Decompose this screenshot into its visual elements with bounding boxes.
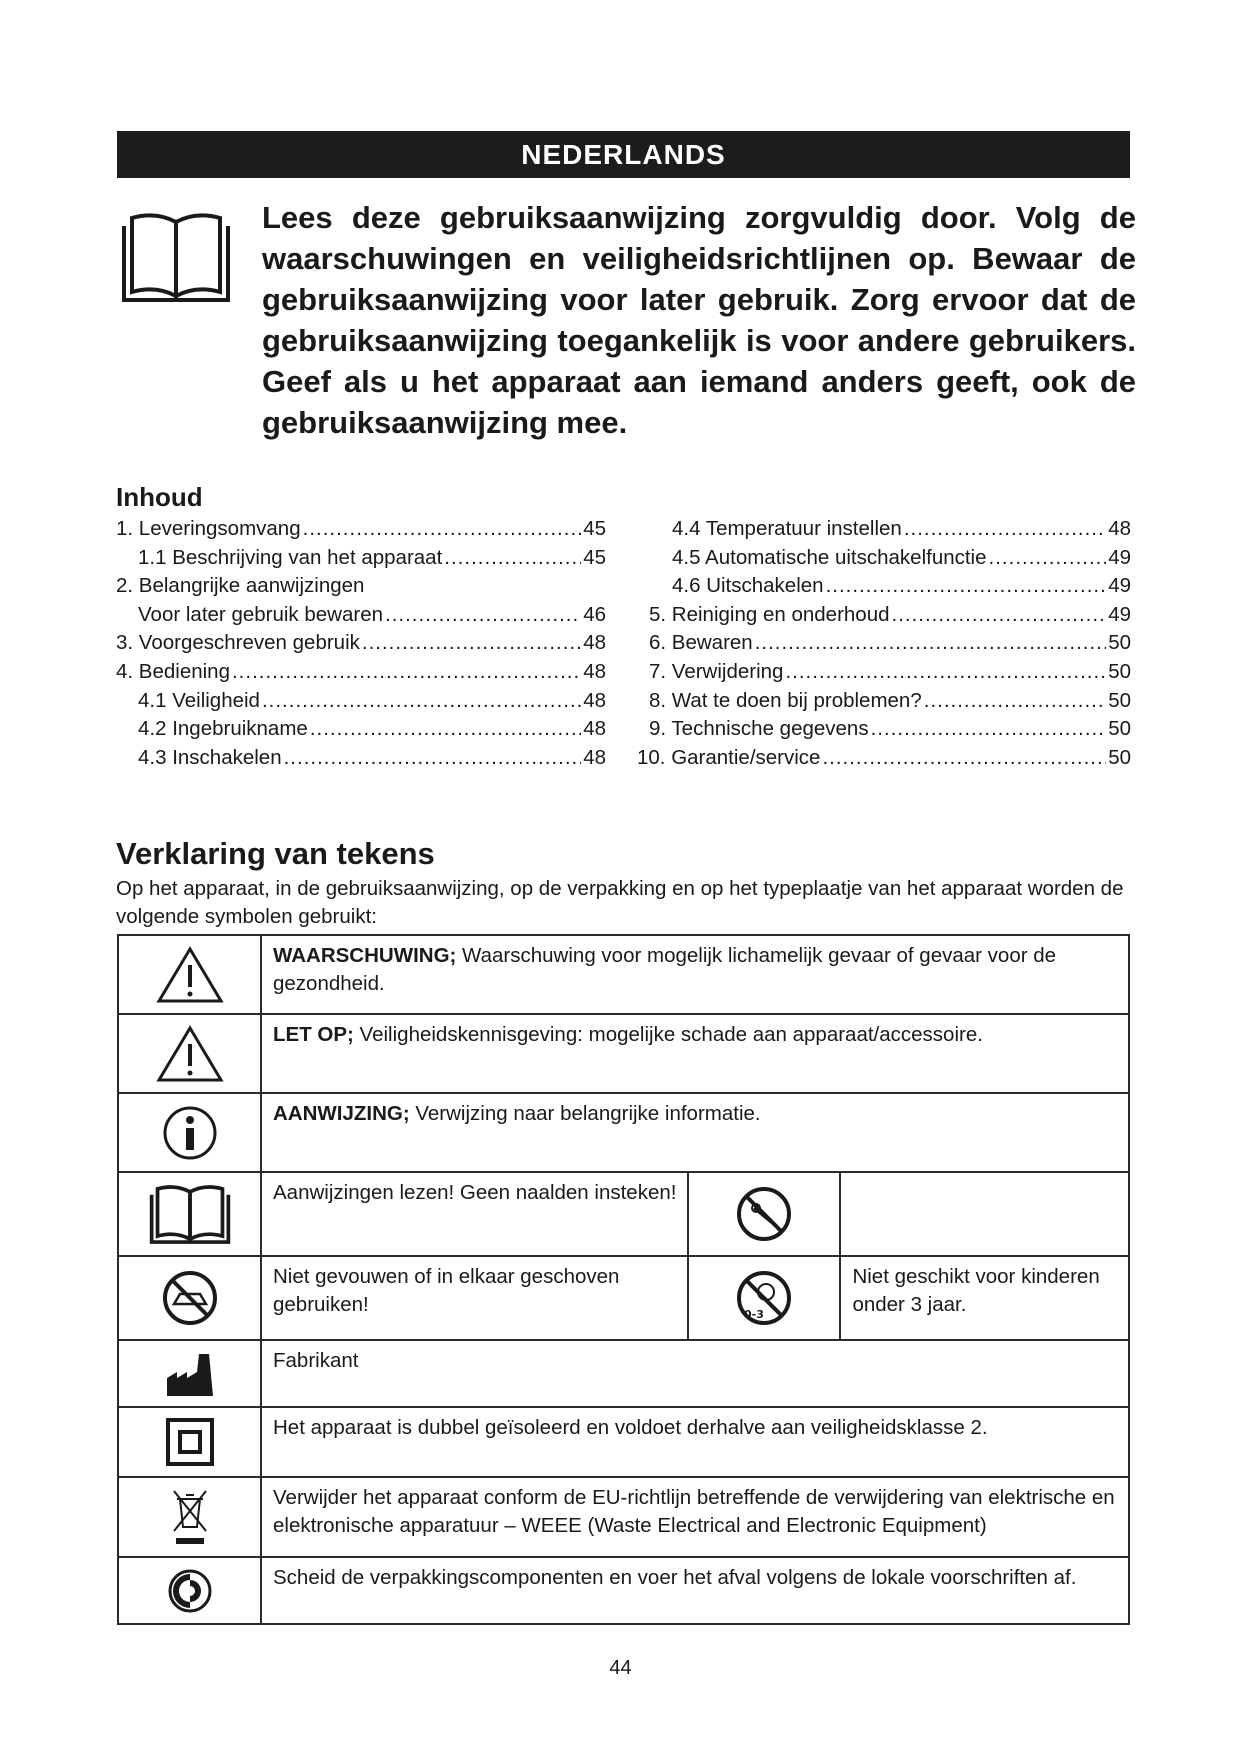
toc-title: Inhoud bbox=[116, 482, 203, 512]
toc-item: 2. Belangrijke aanwijzingen bbox=[116, 574, 365, 598]
toc-item: 4.5 Automatische uitschakelfunctie ..... 49 bbox=[637, 546, 1131, 575]
table-row bbox=[118, 1477, 1129, 1557]
not-for-children-icon bbox=[736, 1270, 792, 1326]
manufacturer-text: Fabrikant bbox=[273, 1349, 359, 1372]
weee-text: Verwijder het apparaat conform de EU-richtlijn betreffende de verwijdering van elektrische en elektronische apparatuur – WEEE (Waste Electrical and Electronic Equipment) bbox=[273, 1486, 1115, 1537]
toc-item: 1. Leveringsomvang ..... 45 bbox=[116, 517, 606, 546]
table-row bbox=[118, 1172, 1129, 1256]
toc-item: 6. Bewaren ..... 50 bbox=[637, 631, 1131, 660]
table-row bbox=[118, 1557, 1129, 1624]
note-text: Verwijzing naar belangrijke informatie. bbox=[409, 1102, 761, 1125]
toc-item: 4.4 Temperatuur instellen ..... 48 bbox=[637, 517, 1131, 546]
read-manual-icon bbox=[145, 1183, 235, 1245]
symbols-table bbox=[117, 934, 1130, 1625]
warning-triangle-icon bbox=[155, 945, 225, 1005]
toc-item: 4.1 Veiligheid ..... 48 bbox=[116, 689, 606, 718]
table-row bbox=[118, 1340, 1129, 1407]
intro-text: Lees deze gebruiksaanwijzing zorgvuldig door. Volg de waarschuwingen en veiligheidsrichtlijnen op. Bewaar de gebruiksaanwijzing voor later gebruik. Zorg ervoor dat de gebruiksaanwijzing toegankelijk is voor andere gebruikers. Geef als u het apparaat aan iemand anders geeft, ook de gebruiksaanwijzing mee. bbox=[262, 200, 1136, 440]
symbols-intro: Op het apparaat, in de gebruiksaanwijzing, op de verpakking en op het typeplaatje van het apparaat worden de volgende symbolen gebruikt: bbox=[116, 877, 1124, 928]
svg-text:0-3: 0-3 bbox=[744, 1308, 765, 1321]
table-row bbox=[118, 1256, 1129, 1340]
no-fold-text: Niet gevouwen of in elkaar geschoven gebruiken! bbox=[273, 1265, 620, 1316]
table-row bbox=[118, 935, 1129, 1014]
weee-bin-icon bbox=[172, 1487, 208, 1547]
toc-item: 4. Bediening ..... 48 bbox=[116, 660, 606, 689]
no-folding-icon bbox=[162, 1270, 218, 1326]
language-banner: NEDERLANDS bbox=[117, 131, 1130, 178]
read-instructions-text: Aanwijzingen lezen! Geen naalden insteken! bbox=[273, 1181, 677, 1204]
caution-text: Veiligheidskennisgeving: mogelijke schade aan apparaat/accessoire. bbox=[353, 1023, 983, 1046]
symbols-title: Verklaring van tekens bbox=[116, 836, 435, 871]
toc-item: Voor later gebruik bewaren ..... 46 bbox=[116, 603, 606, 632]
table-row bbox=[118, 1407, 1129, 1477]
book-icon bbox=[116, 208, 236, 304]
toc-item: 5. Reiniging en onderhoud ..... 49 bbox=[637, 603, 1131, 632]
warning-text: Waarschuwing voor mogelijk lichamelijk gevaar of gevaar voor de gezondheid. bbox=[273, 944, 1057, 995]
warning-label: WAARSCHUWING; bbox=[273, 944, 457, 967]
toc-left-column bbox=[116, 517, 606, 774]
toc-item: 7. Verwijdering ..... 50 bbox=[637, 660, 1131, 689]
note-label: AANWIJZING; bbox=[273, 1102, 410, 1125]
toc-item: 4.3 Inschakelen ..... 48 bbox=[116, 746, 606, 775]
packaging-text: Scheid de verpakkingscomponenten en voer het afval volgens de lokale voorschriften af. bbox=[273, 1566, 1077, 1589]
toc-item: 4.2 Ingebruikname ..... 48 bbox=[116, 717, 606, 746]
not-children-text: Niet geschikt voor kinderen onder 3 jaar. bbox=[852, 1265, 1100, 1316]
toc-item: 8. Wat te doen bij problemen? ..... 50 bbox=[637, 689, 1131, 718]
factory-icon bbox=[165, 1352, 215, 1396]
table-row bbox=[118, 1014, 1129, 1093]
info-icon bbox=[162, 1105, 218, 1161]
toc-item: 10. Garantie/service ..... 50 bbox=[637, 746, 1131, 775]
toc-item: 3. Voorgeschreven gebruik ..... 48 bbox=[116, 631, 606, 660]
toc-item: 1.1 Beschrijving van het apparaat ..... 45 bbox=[116, 546, 606, 575]
toc-right-column bbox=[637, 517, 1131, 774]
table-row bbox=[118, 1093, 1129, 1172]
no-needles-icon bbox=[736, 1186, 792, 1242]
page-number: 44 bbox=[609, 1657, 632, 1679]
double-insulation-icon bbox=[165, 1417, 215, 1467]
toc-item: 4.6 Uitschakelen ..... 49 bbox=[637, 574, 1131, 603]
double-insulated-text: Het apparaat is dubbel geïsoleerd en voldoet derhalve aan veiligheidsklasse 2. bbox=[273, 1416, 988, 1439]
green-dot-recycling-icon bbox=[168, 1569, 212, 1613]
caution-triangle-icon bbox=[155, 1024, 225, 1084]
caution-label: LET OP; bbox=[273, 1023, 354, 1046]
toc-item: 9. Technische gegevens ..... 50 bbox=[637, 717, 1131, 746]
